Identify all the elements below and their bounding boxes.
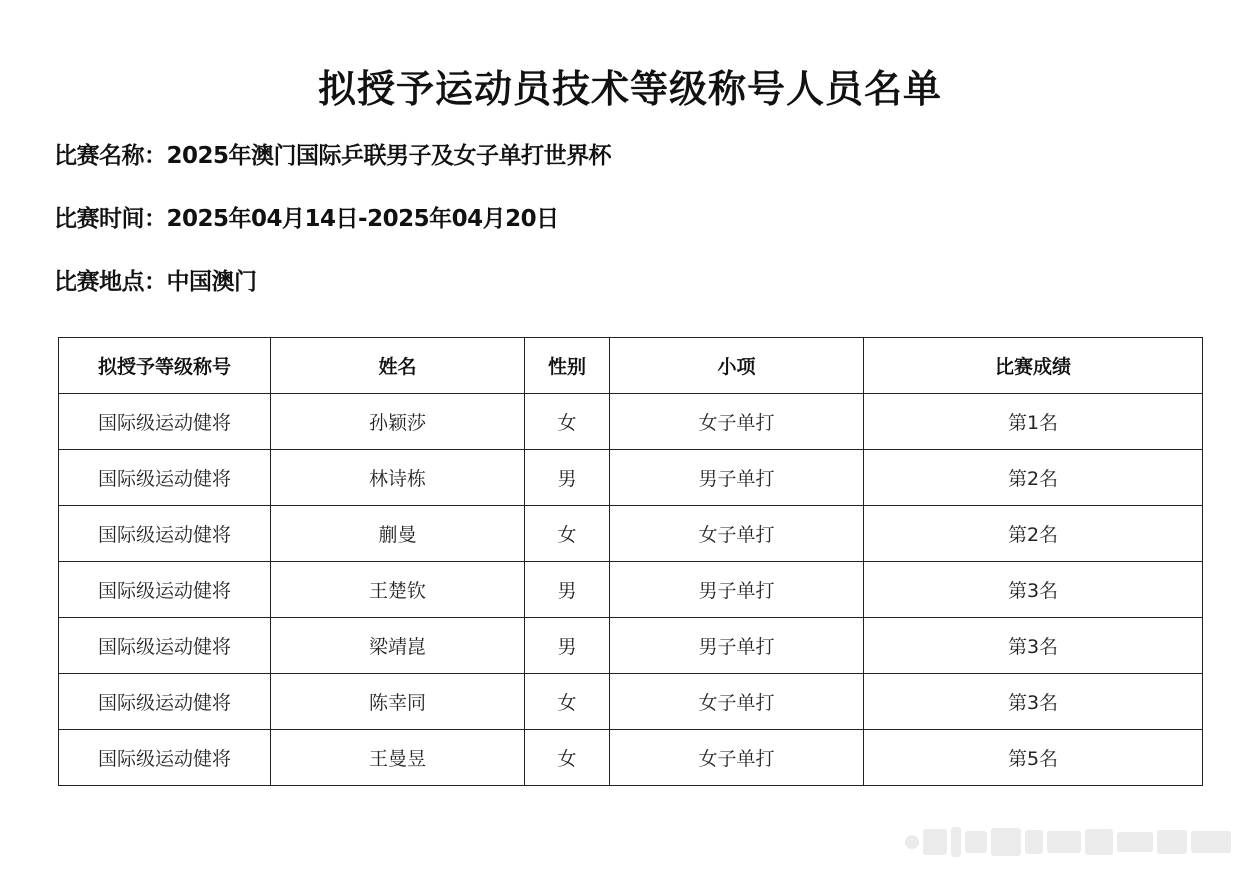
competition-name-value: 2025年澳门国际乒联男子及女子单打世界杯 — [166, 143, 612, 169]
cell-gender: 男 — [525, 562, 610, 618]
cell-event: 男子单打 — [610, 618, 864, 674]
column-header-event: 小项 — [610, 338, 864, 394]
cell-result: 第3名 — [864, 618, 1203, 674]
cell-event: 男子单打 — [610, 562, 864, 618]
cell-gender: 女 — [525, 674, 610, 730]
cell-gender: 男 — [525, 618, 610, 674]
table-row — [59, 506, 1203, 562]
cell-name: 蒯曼 — [271, 506, 525, 562]
cell-result: 第3名 — [864, 674, 1203, 730]
cell-event: 男子单打 — [610, 450, 864, 506]
table-row — [59, 618, 1203, 674]
cell-title: 国际级运动健将 — [59, 394, 271, 450]
competition-location-value: 中国澳门 — [166, 269, 257, 295]
cell-title: 国际级运动健将 — [59, 562, 271, 618]
competition-date-line — [54, 200, 559, 233]
competition-name-line — [54, 137, 611, 170]
table-row — [59, 730, 1203, 786]
table-row — [59, 450, 1203, 506]
cell-title: 国际级运动健将 — [59, 450, 271, 506]
table-header-row — [59, 338, 1203, 394]
cell-title: 国际级运动健将 — [59, 618, 271, 674]
cell-event: 女子单打 — [610, 506, 864, 562]
cell-title: 国际级运动健将 — [59, 730, 271, 786]
table-row — [59, 394, 1203, 450]
competition-location-line — [54, 263, 257, 296]
cell-event: 女子单打 — [610, 674, 864, 730]
athlete-list-table — [58, 337, 1203, 786]
cell-name: 梁靖崑 — [271, 618, 525, 674]
cell-name: 陈幸同 — [271, 674, 525, 730]
competition-name-label: 比赛名称： — [54, 143, 167, 169]
cell-result: 第5名 — [864, 730, 1203, 786]
competition-date-label: 比赛时间： — [54, 206, 167, 232]
cell-event: 女子单打 — [610, 394, 864, 450]
cell-result: 第3名 — [864, 562, 1203, 618]
cell-name: 林诗栋 — [271, 450, 525, 506]
cell-result: 第2名 — [864, 506, 1203, 562]
column-header-name: 姓名 — [271, 338, 525, 394]
cell-gender: 女 — [525, 730, 610, 786]
competition-location-label: 比赛地点： — [54, 269, 167, 295]
document-title: 拟授予运动员技术等级称号人员名单 — [317, 67, 942, 111]
cell-title: 国际级运动健将 — [59, 506, 271, 562]
cell-gender: 女 — [525, 394, 610, 450]
cell-result: 第1名 — [864, 394, 1203, 450]
table-row — [59, 562, 1203, 618]
cell-name: 王楚钦 — [271, 562, 525, 618]
column-header-result: 比赛成绩 — [864, 338, 1203, 394]
cell-gender: 男 — [525, 450, 610, 506]
cell-gender: 女 — [525, 506, 610, 562]
cell-result: 第2名 — [864, 450, 1203, 506]
cell-name: 孙颖莎 — [271, 394, 525, 450]
cell-event: 女子单打 — [610, 730, 864, 786]
competition-date-value: 2025年04月14日-2025年04月20日 — [166, 206, 559, 232]
cell-name: 王曼昱 — [271, 730, 525, 786]
cell-title: 国际级运动健将 — [59, 674, 271, 730]
table-row — [59, 674, 1203, 730]
column-header-gender: 性别 — [525, 338, 610, 394]
watermark — [905, 822, 1250, 862]
column-header-title: 拟授予等级称号 — [59, 338, 271, 394]
